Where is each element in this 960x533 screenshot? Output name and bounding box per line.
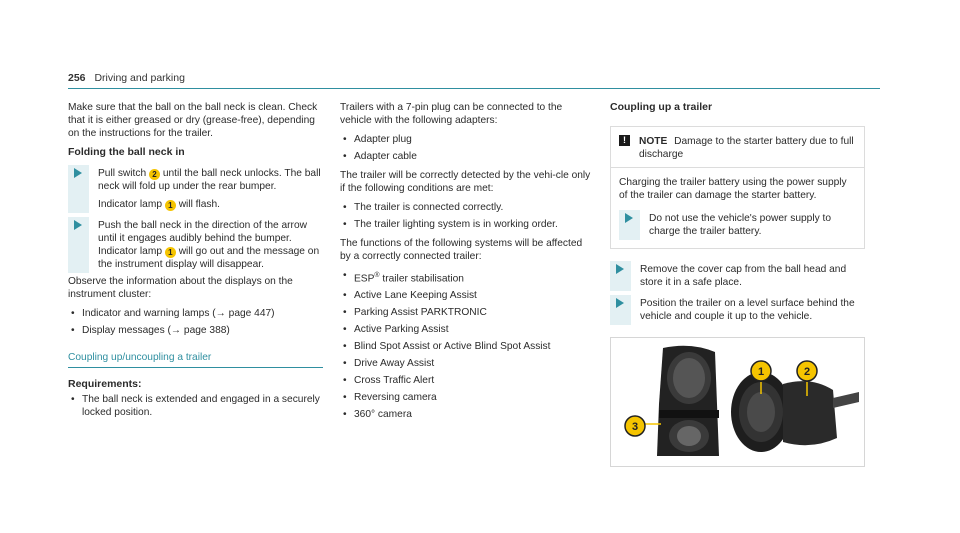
callout-1 (751, 361, 771, 381)
column-middle (340, 101, 595, 427)
list-item: • The trailer is connected correctly. (340, 201, 595, 214)
note-box (610, 126, 865, 249)
display-list (68, 307, 323, 337)
list-item: • Cross Traffic Alert (340, 374, 595, 387)
list-item: • Adapter plug (340, 133, 595, 146)
adapter-list (340, 133, 595, 163)
intro-text: Make sure that the ball on the ball neck is clean. Check that it is either greased or dry (grease-free), depending on the instructions for the trailer. (68, 102, 318, 139)
note-label: NOTE (639, 136, 668, 147)
coupling-heading: Coupling up a trailer (610, 101, 713, 113)
step-position-trailer: Position the trailer on a level surface behind the vehicle and couple it up to the vehicle. (610, 297, 865, 323)
step-arrow-icon (625, 213, 633, 223)
column-left (68, 101, 323, 425)
page-number: 256 (68, 72, 86, 84)
callout-3 (625, 416, 645, 436)
observe-text: Observe the information about the displays on the instrument cluster: (68, 276, 293, 300)
callout-2 (797, 361, 817, 381)
list-item: • Adapter cable (340, 150, 595, 163)
requirements-heading: Requirements: (68, 378, 142, 390)
list-item: • The ball neck is extended and engaged in a securely locked position. (68, 393, 323, 419)
folding-heading: Folding the ball neck in (68, 146, 185, 158)
warning-icon: ! (619, 135, 630, 146)
list-item[interactable]: • Display messages (→ page 388) (68, 324, 323, 337)
list-item: • Active Parking Assist (340, 323, 595, 336)
note-step: Do not use the vehicle's power supply to charge the trailer battery. (619, 212, 856, 238)
step-arrow-icon (74, 220, 82, 230)
list-item: • 360° camera (340, 408, 595, 421)
note-title: Damage to the starter battery due to full discharge (639, 136, 854, 160)
list-item: • Parking Assist PARKTRONIC (340, 306, 595, 319)
callout-badge: 1 (165, 247, 176, 258)
list-item: • Active Lane Keeping Assist (340, 289, 595, 302)
list-item: • ESP® trailer stabilisation (340, 269, 595, 285)
callout-badge: 1 (165, 200, 176, 211)
adapter-intro: Trailers with a 7-pin plug can be connected to the vehicle with the following adapters: (340, 102, 563, 126)
list-item[interactable]: • Indicator and warning lamps (→ page 447) (68, 307, 323, 320)
step-arrow-icon (74, 168, 82, 178)
note-text: Charging the trailer battery using the power supply of the trailer can damage the starter battery. (619, 177, 847, 201)
page-header (68, 72, 185, 84)
section-heading-coupling: Coupling up/uncoupling a trailer (68, 351, 323, 368)
step-arrow-icon (616, 264, 624, 274)
step-remove-cover: Remove the cover cap from the ball head and store it in a safe place. (610, 263, 865, 289)
callout-badge: 2 (149, 169, 160, 180)
note-body (611, 167, 864, 248)
list-item: • Reversing camera (340, 391, 595, 404)
socket-illustration (610, 337, 865, 467)
section-title: Driving and parking (94, 72, 185, 84)
header-divider (68, 88, 880, 89)
functions-text: The functions of the following systems will be affected by a correctly connected trailer: (340, 238, 583, 262)
column-right (610, 101, 865, 467)
list-item: • Drive Away Assist (340, 357, 595, 370)
step-arrow-icon (616, 298, 624, 308)
step-pull-switch: Pull switch 2 until the ball neck unlocks. The ball neck will fold up under the rear bumper. Indicator lamp 1 will flash. (68, 167, 323, 211)
svg-text:1: 1 (757, 366, 765, 378)
systems-list (340, 269, 595, 421)
detection-text: The trailer will be correctly detected by the vehi-cle only if the following conditions are met: (340, 170, 591, 194)
list-item: • Blind Spot Assist or Active Blind Spot Assist (340, 340, 595, 353)
note-header (611, 127, 864, 167)
svg-text:3: 3 (631, 421, 639, 433)
requirements-list (68, 393, 323, 419)
svg-text:2: 2 (803, 366, 811, 378)
trailer-socket-image (611, 338, 864, 466)
conditions-list (340, 201, 595, 231)
step-push-ball-neck: Push the ball neck in the direction of the arrow until it engages audibly behind the bumper. Indicator lamp 1 will go out and the message on the instrument display will disappear. (68, 219, 323, 271)
list-item: • The trailer lighting system is in working order. (340, 218, 595, 231)
